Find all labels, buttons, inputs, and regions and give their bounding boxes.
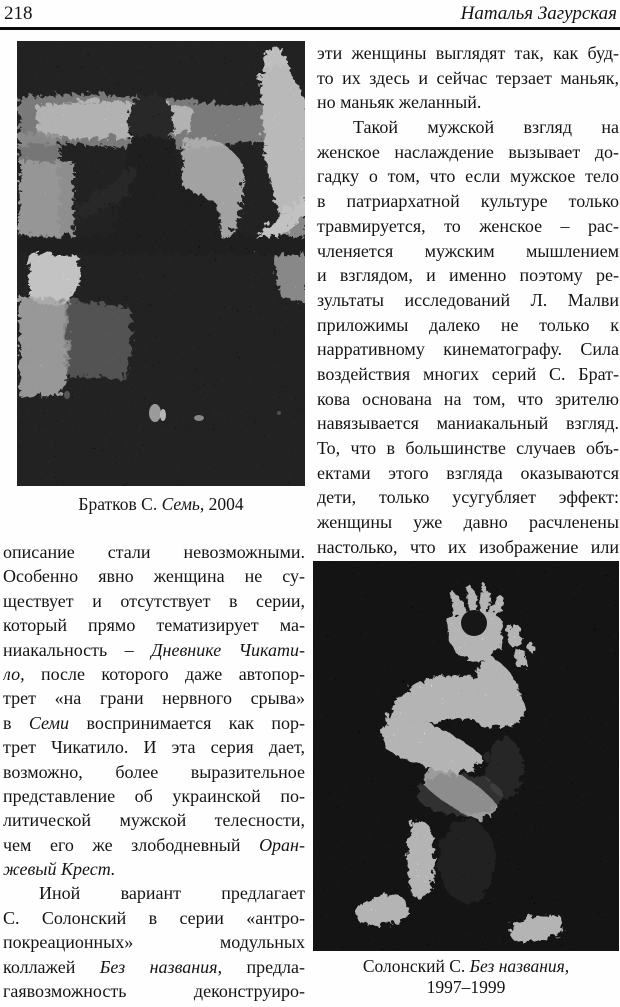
- text-segment: и взглядом, и именно поэтому ре-: [317, 265, 619, 286]
- text-segment: то их здесь и сейчас терзает маньяк,: [317, 67, 619, 88]
- text-segment: Семь: [161, 494, 200, 514]
- text-line: [317, 189, 619, 214]
- text-line: [317, 362, 619, 387]
- text-segment: после которого даже автопор-: [24, 663, 305, 684]
- running-head-author: Наталья Загурская: [460, 3, 617, 24]
- text-line: [317, 337, 619, 362]
- text-line: [3, 735, 305, 759]
- text-segment: трет Чикатило. И эта серия дает,: [3, 737, 305, 758]
- text-segment: Иной вариант предлагает: [39, 883, 305, 904]
- text-line: [317, 313, 619, 338]
- text-segment: в патриархатной культуре только: [317, 191, 619, 212]
- text-segment: настолько, что их изображение или: [317, 536, 619, 557]
- text-segment: Солонский С.: [362, 956, 470, 977]
- text-segment: литической мужской телесности,: [3, 810, 305, 831]
- text-line: [317, 41, 619, 66]
- text-segment: навязывается маниакальный взгляд.: [317, 413, 619, 434]
- text-line: [3, 955, 305, 979]
- text-segment: представление об украинской по-: [3, 785, 305, 806]
- text-line: [3, 784, 305, 808]
- text-segment: , 2004: [199, 494, 244, 514]
- text-line: [3, 686, 305, 710]
- text-line: [317, 461, 619, 486]
- text-segment: ниакальность –: [3, 639, 152, 660]
- text-segment: Дневнике Чикати-: [151, 639, 305, 660]
- text-line: [317, 66, 619, 91]
- text-segment: дети, только усугубляет эффект:: [317, 487, 619, 508]
- text-segment: но маньяк желанный.: [317, 92, 482, 113]
- text-line: [3, 760, 305, 784]
- text-line: [3, 881, 305, 905]
- text-segment: трет «на грани нервного срыва»: [3, 688, 305, 709]
- text-segment: покреационных» модульных: [3, 932, 305, 953]
- right-column-text: [317, 41, 619, 559]
- text-line: [317, 288, 619, 313]
- page-body: [0, 30, 620, 1003]
- text-line: [3, 540, 305, 564]
- page-number: 218: [4, 3, 33, 24]
- text-segment: возможно, более выразительное: [3, 761, 305, 782]
- text-line: [3, 613, 305, 637]
- text-segment: членяется мужским мышлением: [317, 240, 619, 261]
- text-segment: чем его же злободневный: [3, 834, 260, 855]
- text-segment: Без названия,: [469, 956, 570, 977]
- text-segment: воздействия многих серий С. Брат-: [317, 363, 619, 384]
- text-segment: кова основана на том, что зрителю: [317, 388, 619, 409]
- text-line: [3, 979, 305, 1003]
- text-line: [3, 638, 305, 662]
- figure-solonsky-caption: [313, 956, 619, 998]
- figure-solonsky-caption-line2: 1997–1999: [426, 977, 506, 998]
- text-line: [3, 808, 305, 832]
- text-segment: Особенно явно женщина не су-: [3, 566, 305, 587]
- text-segment: женщины уже давно расчленены: [317, 512, 619, 533]
- text-line: [3, 662, 305, 686]
- text-segment: который прямо тематизирует ма-: [3, 615, 305, 636]
- text-line: [317, 214, 619, 239]
- text-segment: Оран-: [259, 834, 305, 855]
- text-line: [3, 711, 305, 735]
- text-line: [3, 930, 305, 954]
- text-segment: Семи: [28, 712, 70, 733]
- text-segment: коллажей: [3, 956, 100, 977]
- text-line: [3, 906, 305, 930]
- text-segment: То, что в большинстве случаев объ-: [317, 438, 619, 458]
- text-segment: Братков С.: [78, 494, 162, 514]
- figure-bratkov-photo: [17, 41, 305, 515]
- text-segment: приложимы далеко не только к: [317, 314, 619, 335]
- text-segment: описание стали невозможными.: [3, 542, 305, 562]
- text-segment: в: [3, 712, 29, 733]
- bratkov-photo-image: [17, 41, 305, 486]
- figure-bratkov-caption: [17, 493, 305, 515]
- text-segment: Без названия: [99, 956, 218, 977]
- text-line: [317, 90, 619, 115]
- text-segment: ществует и отсутствует в серии,: [3, 590, 305, 611]
- text-segment: гадку о том, что если мужское тело: [317, 166, 619, 187]
- text-line: [317, 263, 619, 288]
- text-segment: ектами этого взгляда оказываются: [317, 462, 619, 483]
- text-line: [317, 436, 619, 461]
- text-segment: нарративному кинематографу. Сила: [317, 339, 619, 360]
- left-column: [3, 41, 305, 1003]
- text-segment: травмируется, то женское – рас-: [317, 215, 619, 236]
- text-segment: зультаты исследований Л. Малви: [317, 289, 619, 310]
- text-line: [317, 164, 619, 189]
- text-segment: С. Солонский в серии «антро-: [3, 907, 305, 928]
- text-segment: жевый Крест.: [3, 859, 116, 880]
- text-segment: эти женщины выглядят так, как буд-: [317, 43, 619, 63]
- figure-solonsky-photo: [313, 561, 619, 998]
- text-segment: женское наслаждение вызывает до-: [317, 141, 619, 162]
- figure-solonsky-caption-line1: [313, 956, 619, 977]
- text-segment: Такой мужской взгляд на: [353, 117, 619, 138]
- solonsky-photo-image: [313, 561, 619, 951]
- text-line: [3, 833, 305, 857]
- text-line: [317, 411, 619, 436]
- text-line: [3, 857, 305, 881]
- left-column-text: [3, 540, 305, 1003]
- text-segment: ло,: [3, 663, 25, 684]
- text-line: [3, 564, 305, 588]
- text-line: [317, 535, 619, 560]
- text-segment: , предла-: [217, 956, 305, 977]
- text-line: [317, 485, 619, 510]
- text-line: [317, 115, 619, 140]
- text-line: [3, 589, 305, 613]
- text-line: [317, 140, 619, 165]
- text-line: [317, 510, 619, 535]
- text-segment: гаявозможность деконструиро-: [3, 981, 305, 1002]
- text-line: [317, 239, 619, 264]
- text-segment: воспринимается как пор-: [69, 712, 305, 733]
- right-column: [317, 41, 619, 1003]
- running-header: [0, 0, 620, 25]
- text-line: [317, 387, 619, 412]
